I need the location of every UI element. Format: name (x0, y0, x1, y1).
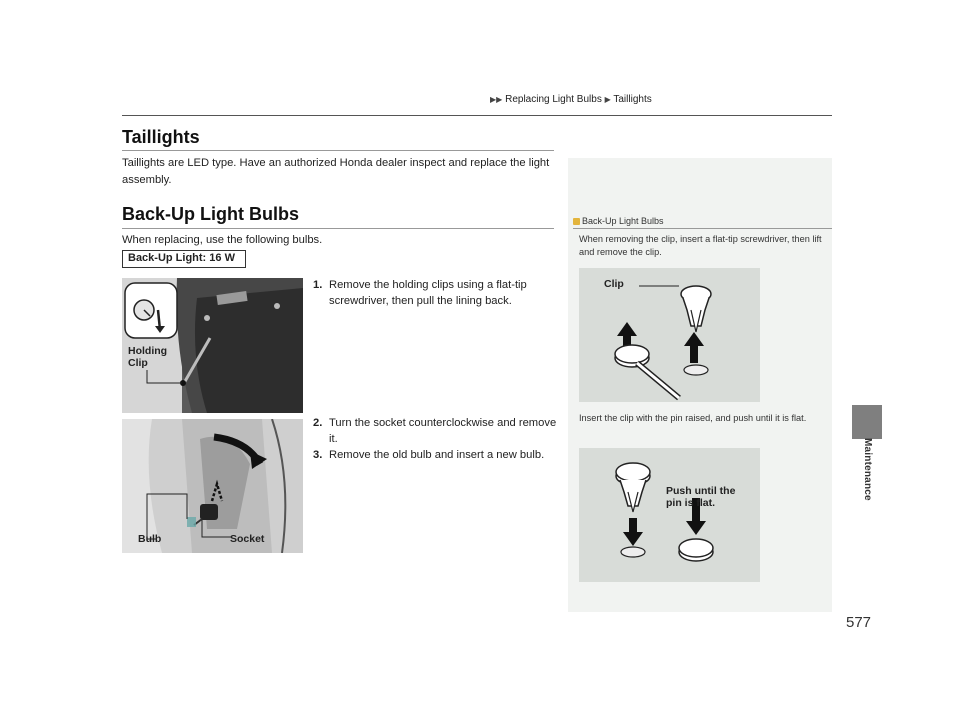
holding-clip-label: Holding Clip (128, 345, 168, 369)
push-until-flat-label: Push until the pin is flat. (666, 485, 736, 509)
section-rule (122, 150, 554, 151)
taillights-heading: Taillights (122, 127, 200, 147)
taillights-paragraph: Taillights are LED type. Have an authorized Honda dealer inspect and replace the light assembly. (122, 157, 550, 186)
clip-insert-figure (579, 448, 760, 582)
breadcrumb-parent[interactable]: Replacing Light Bulbs (505, 94, 602, 105)
clip-label: Clip (604, 278, 624, 290)
breadcrumb-current: Taillights (613, 94, 652, 105)
note-marker-icon (573, 218, 580, 225)
socket-label: Socket (230, 533, 265, 545)
section-rule (122, 228, 554, 229)
step-3: 3. Remove the old bulb and insert a new bulb. (313, 449, 545, 461)
note-title: Back-Up Light Bulbs (573, 216, 664, 226)
header-rule (122, 115, 832, 116)
backup-intro: When replacing, use the following bulbs. (122, 234, 323, 246)
note-text-remove: When removing the clip, insert a flat-tip screwdriver, then lift and remove the clip. (579, 234, 822, 257)
clip-removal-figure (579, 268, 760, 402)
note-rule (573, 228, 832, 229)
arrow-icon: ▶ (604, 95, 611, 104)
breadcrumb (490, 94, 652, 105)
backup-heading: Back-Up Light Bulbs (122, 204, 300, 224)
step-1: 1. Remove the holding clips using a flat-tip screwdriver, then pull the lining back. (313, 279, 527, 307)
double-arrow-icon: ▶▶ (490, 95, 503, 104)
section-tab-label: Maintenance (862, 438, 873, 501)
note-text-insert: Insert the clip with the pin raised, and push until it is flat. (579, 413, 807, 423)
holding-clip-figure (122, 278, 303, 413)
bulb-spec-box: Back-Up Light: 16 W (122, 250, 246, 268)
bulb-label: Bulb (138, 533, 162, 545)
socket-bulb-figure (122, 419, 303, 553)
clip-insert-illustration (579, 448, 760, 582)
step-2: 2. Turn the socket counterclockwise and remove it. (313, 417, 557, 445)
page-number: 577 (846, 614, 872, 631)
